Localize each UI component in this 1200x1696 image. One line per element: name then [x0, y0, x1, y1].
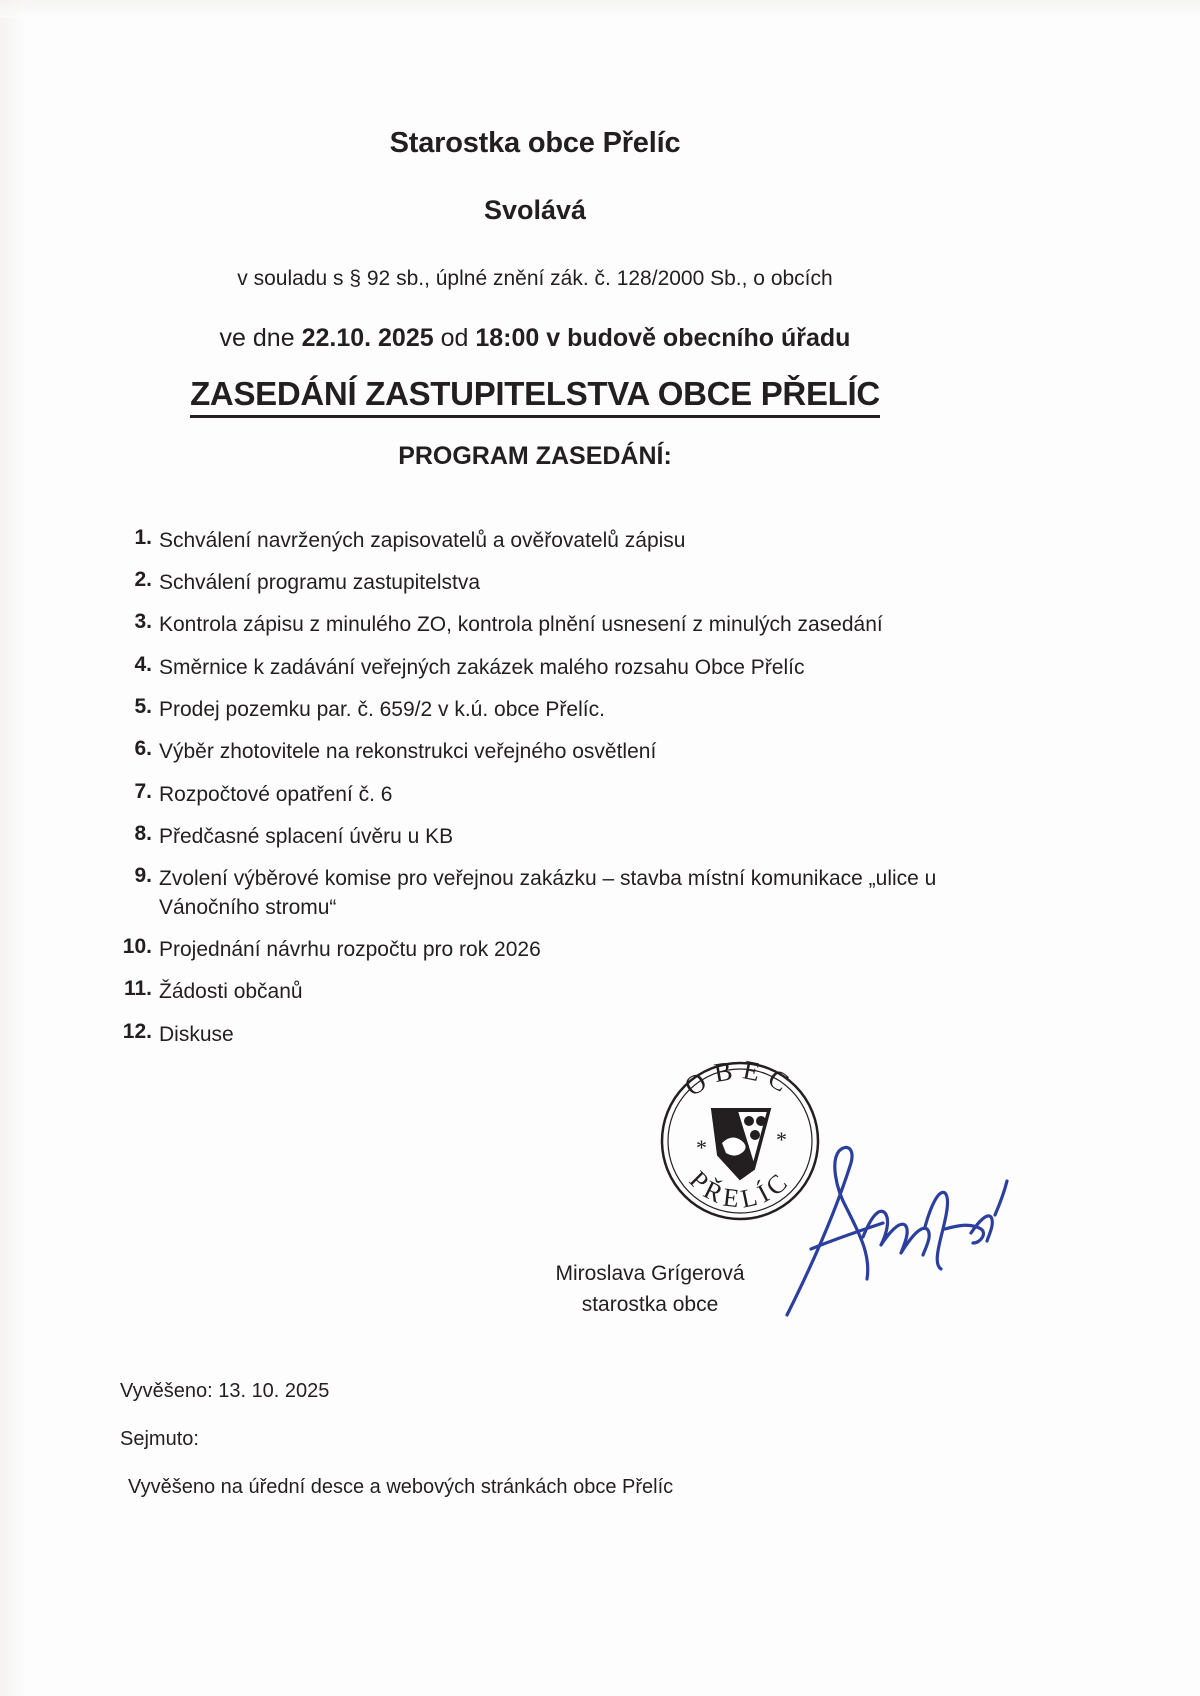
agenda-item-number: 3. — [134, 610, 152, 634]
agenda-item — [120, 738, 950, 780]
agenda-item-number: 2. — [134, 568, 152, 592]
meeting-time-and-place — [475, 324, 850, 352]
agenda-item-text: Projednání návrhu rozpočtu pro rok 2026 — [159, 938, 541, 962]
meeting-place: v budově obecního úřadu — [539, 323, 851, 352]
document-content — [120, 0, 950, 1525]
legal-basis-text: v souladu s § 92 sb., úplné znění zák. č. 128/2000 Sb., o obcích — [237, 266, 833, 290]
svg-text:*: * — [696, 1135, 707, 1161]
agenda-item-number: 6. — [134, 737, 152, 761]
agenda-item — [120, 936, 950, 978]
removed-date: Sejmuto: — [120, 1428, 199, 1451]
agenda-item-number: 4. — [134, 652, 152, 676]
agenda-item-number: 12. — [122, 1019, 152, 1043]
stamp-bottom-text: PŘELÍC — [683, 1165, 797, 1214]
agenda-item-text: Žádosti občanů — [159, 980, 303, 1004]
meeting-datetime-line — [120, 291, 950, 353]
svg-text:OBEC — [679, 1054, 801, 1102]
agenda-item-number: 7. — [134, 779, 152, 803]
main-title-underlined: ZASEDÁNÍ ZASTUPITELSTVA OBCE PŘELÍC — [190, 375, 880, 418]
agenda-item — [120, 611, 950, 653]
agenda-item-text: Prodej pozemku par. č. 659/2 v k.ú. obce Přelíc. — [159, 698, 605, 722]
agenda-item-text: Kontrola zápisu z minulého ZO, kontrola plnění usnesení z minulých zasedání — [159, 613, 883, 637]
stamp-top-text: OBEC — [679, 1054, 801, 1103]
document-footer — [120, 1369, 950, 1525]
agenda-item-text: Výběr zhotovitele na rekonstrukci veřejného osvětlení — [159, 740, 657, 764]
signatory-role: starostka obce — [581, 1292, 719, 1316]
agenda-item-number: 1. — [134, 525, 152, 549]
meeting-time: 18:00 — [475, 323, 540, 352]
agenda-item-text: Předčasné splacení úvěru u KB — [159, 825, 454, 849]
agenda-item-number: 5. — [134, 695, 152, 719]
agenda-item — [120, 978, 950, 1020]
signatory-name: Miroslava Grígerová — [555, 1262, 745, 1286]
agenda-item-text: Směrnice k zadávání veřejných zakázek malého rozsahu Obce Přelíc — [159, 655, 805, 679]
agenda-item-number: 10. — [122, 935, 152, 959]
program-heading: PROGRAM ZASEDÁNÍ: — [398, 441, 672, 470]
scan-edge-left — [0, 0, 26, 1696]
main-title — [120, 353, 950, 413]
agenda-item — [120, 696, 950, 738]
convenes-heading: Svolává — [483, 194, 587, 225]
signatory-block — [420, 1259, 880, 1320]
agenda-item-text: Schválení programu zastupitelstva — [159, 571, 480, 595]
agenda-item-text: Schválení navržených zapisovatelů a ověřovatelů zápisu — [159, 528, 686, 552]
meeting-date: 22.10. 2025 — [301, 323, 434, 352]
page-title: Starostka obce Přelíc — [389, 127, 681, 159]
agenda-item — [120, 569, 950, 611]
agenda-item-number: 9. — [134, 864, 152, 888]
agenda-item-text: Zvolení výběrové komise pro veřejnou zakázku – stavba místní komunikace „ulice u Vánočního stromu“ — [159, 867, 937, 919]
agenda-item — [120, 823, 950, 865]
agenda-item-number: 11. — [123, 977, 152, 1001]
svg-text:*: * — [776, 1127, 787, 1153]
agenda-item — [120, 654, 950, 696]
date-middle: od — [433, 323, 476, 352]
agenda-item — [120, 527, 950, 569]
agenda-item-number: 8. — [134, 822, 152, 846]
signature-area — [120, 1054, 950, 1369]
agenda-item — [120, 865, 950, 936]
agenda-item-text: Rozpočtové opatření č. 6 — [159, 782, 393, 806]
date-prefix: ve dne — [219, 323, 302, 352]
agenda-item-text: Diskuse — [159, 1022, 234, 1046]
agenda-item — [120, 781, 950, 823]
posted-date: Vyvěšeno: 13. 10. 2025 — [120, 1380, 330, 1403]
agenda-list — [120, 471, 950, 1063]
publication-notice: Vyvěšeno na úřední desce a webových stránkách obce Přelíc — [128, 1476, 674, 1499]
